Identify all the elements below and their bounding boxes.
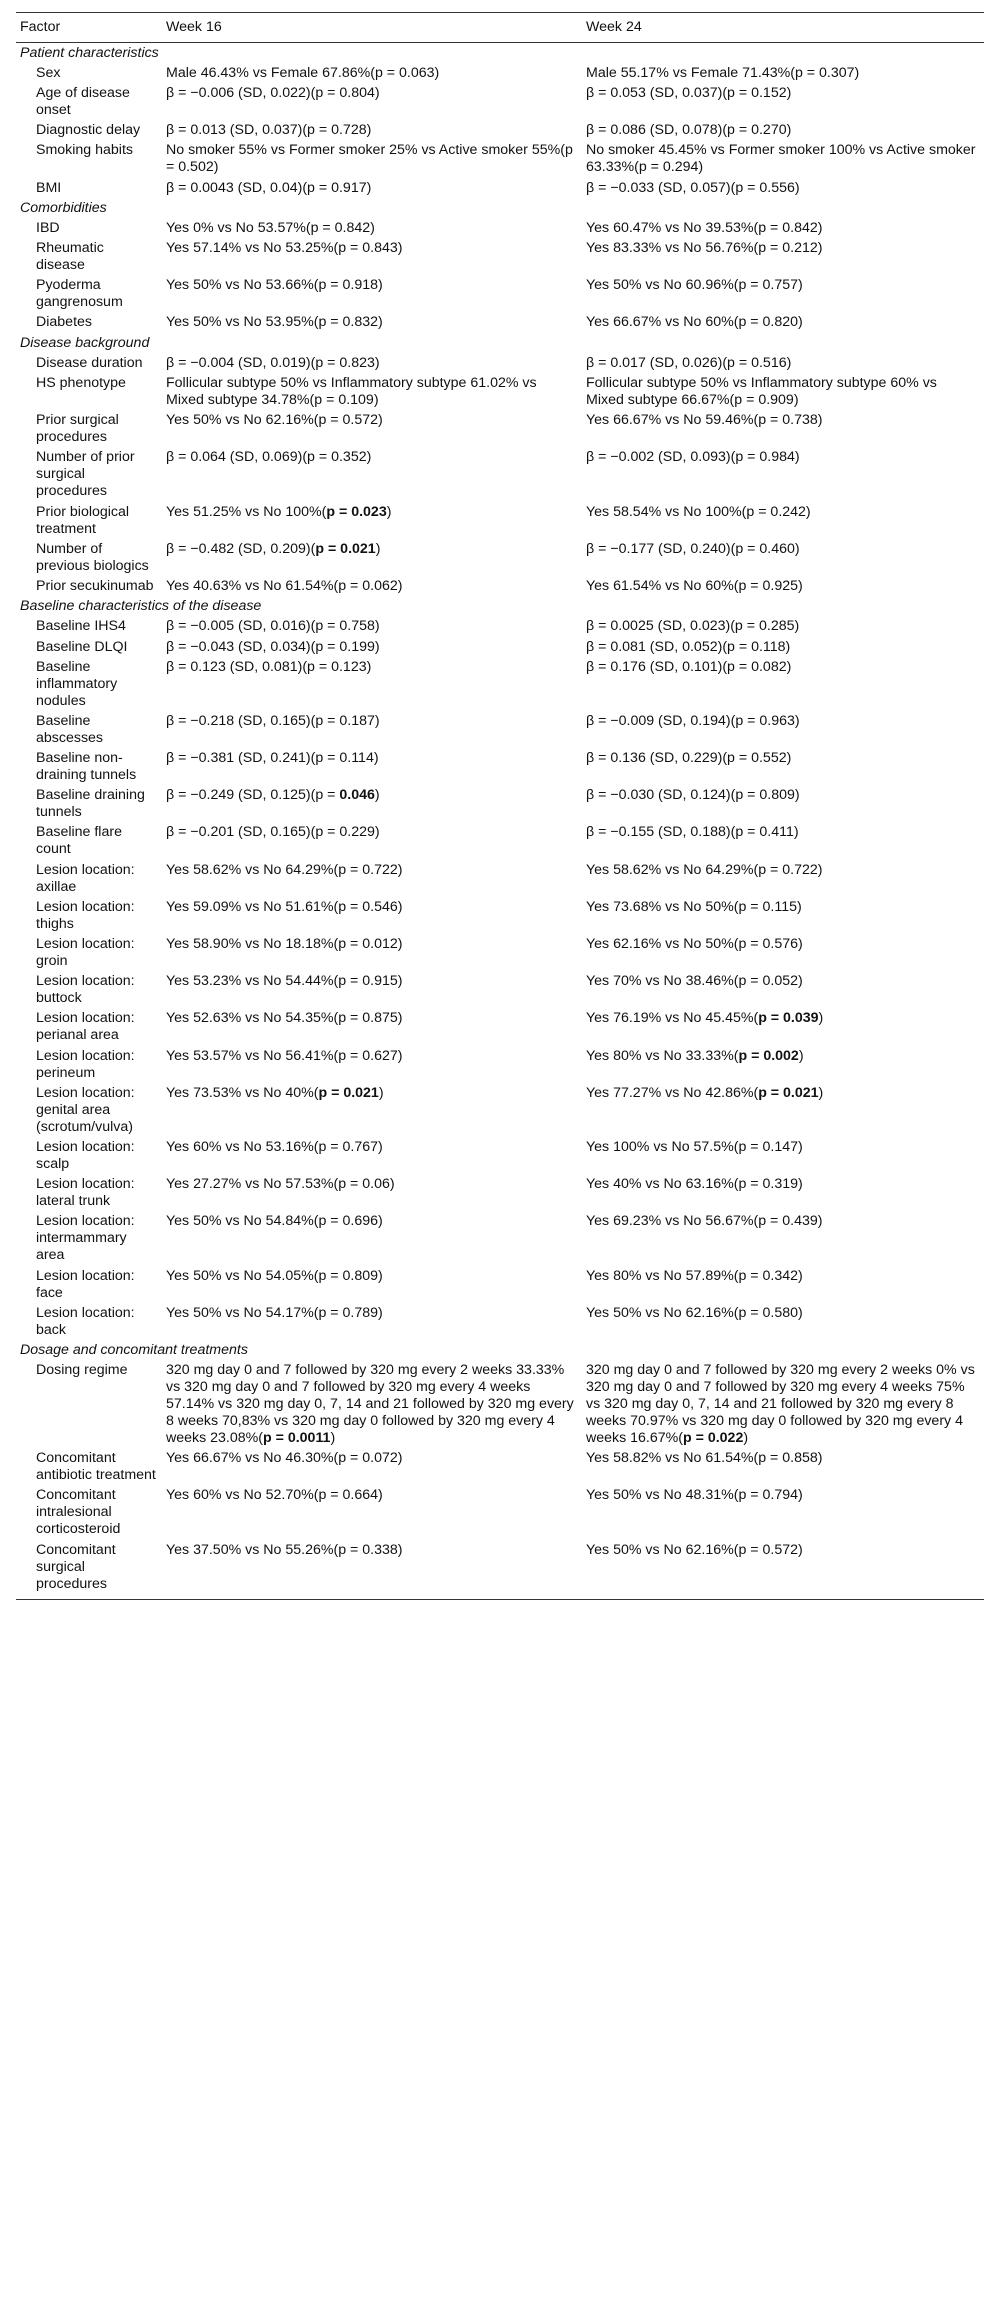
week24-cell: β = 0.017 (SD, 0.026)(p = 0.516) (586, 354, 792, 371)
section-title: Patient characteristics (20, 44, 159, 61)
week24-cell-close: ) (818, 1010, 824, 1027)
factor-cell: Lesion location: lateral trunk (36, 1176, 135, 1210)
table-row (16, 313, 984, 333)
week24-cell: β = 0.0025 (SD, 0.023)(p = 0.285) (586, 618, 800, 635)
table-row (16, 178, 984, 198)
section-row (16, 333, 984, 353)
week16-cell (162, 539, 582, 576)
week24-cell: Yes 50% vs No 48.31%(p = 0.794) (586, 1487, 803, 1504)
week24-cell-close: ) (798, 1047, 804, 1064)
table-row (16, 539, 984, 576)
table-row (16, 218, 984, 238)
week24-cell: β = −0.002 (SD, 0.093)(p = 0.984) (586, 449, 800, 466)
week16-cell: β = 0.123 (SD, 0.081)(p = 0.123) (166, 658, 372, 675)
table-row (16, 786, 984, 823)
table-row (16, 1361, 984, 1449)
week24-cell: Yes 40% vs No 63.16%(p = 0.319) (586, 1176, 803, 1193)
week16-cell-close: ) (386, 503, 392, 520)
factor-cell: Prior biological treatment (36, 503, 130, 537)
week16-cell (162, 1083, 582, 1137)
week16-cell-close: ) (378, 1084, 384, 1101)
week16-cell-text: β = −0.249 (SD, 0.125)(p = (166, 787, 340, 804)
table-row (16, 239, 984, 276)
week24-cell: Yes 80% vs No 57.89%(p = 0.342) (586, 1267, 803, 1284)
section-title: Disease background (20, 334, 150, 351)
week16-cell: No smoker 55% vs Former smoker 25% vs Active smoker 55%(p = 0.502) (166, 142, 573, 176)
table-row (16, 63, 984, 83)
factor-cell: Prior secukinumab (36, 577, 154, 594)
week24-cell: Yes 50% vs No 60.96%(p = 0.757) (586, 277, 803, 294)
factor-cell: Number of previous biologics (36, 540, 149, 574)
week24-cell: β = 0.176 (SD, 0.101)(p = 0.082) (586, 658, 792, 675)
week16-cell: β = 0.0043 (SD, 0.04)(p = 0.917) (166, 179, 372, 196)
week24-cell: β = −0.009 (SD, 0.194)(p = 0.963) (586, 712, 800, 729)
table-row (16, 1486, 984, 1540)
factor-cell: Baseline non-draining tunnels (36, 750, 137, 784)
week24-cell-significant-p: p = 0.039 (758, 1010, 819, 1027)
factor-cell: Lesion location: genital area (scrotum/vulva) (36, 1084, 135, 1135)
week16-cell-significant-p: p = 0.021 (315, 540, 376, 557)
week16-cell: Yes 53.23% vs No 54.44%(p = 0.915) (166, 973, 403, 990)
table-row (16, 121, 984, 141)
table-row (16, 373, 984, 410)
week16-cell-significant-p: 0.046 (339, 787, 375, 804)
section-row (16, 43, 984, 64)
factor-cell: Baseline abscesses (36, 712, 104, 746)
section-row (16, 597, 984, 617)
week16-cell: β = −0.005 (SD, 0.016)(p = 0.758) (166, 618, 380, 635)
factor-cell: Number of prior surgical procedures (36, 449, 135, 500)
week16-cell: Yes 57.14% vs No 53.25%(p = 0.843) (166, 240, 403, 257)
week24-cell-text: Yes 77.27% vs No 42.86%( (586, 1084, 759, 1101)
week16-cell: Yes 50% vs No 54.05%(p = 0.809) (166, 1267, 383, 1284)
factor-cell: Dosing regime (36, 1362, 128, 1379)
results-table-container (16, 12, 984, 1600)
factor-cell: Lesion location: perianal area (36, 1010, 135, 1044)
factor-cell: HS phenotype (36, 375, 126, 392)
week16-cell: β = −0.381 (SD, 0.241)(p = 0.114) (166, 750, 379, 767)
week24-cell: Yes 61.54% vs No 60%(p = 0.925) (586, 577, 803, 594)
week16-cell: Yes 53.57% vs No 56.41%(p = 0.627) (166, 1047, 403, 1064)
factor-cell: Lesion location: axillae (36, 861, 135, 895)
week16-cell-close: ) (330, 1430, 336, 1447)
table-row (16, 141, 984, 178)
week24-cell: β = −0.155 (SD, 0.188)(p = 0.411) (586, 824, 799, 841)
week16-cell-close: ) (374, 787, 380, 804)
factor-cell: Concomitant antibiotic treatment (36, 1450, 156, 1484)
factor-cell: Concomitant surgical procedures (36, 1541, 116, 1592)
week16-cell: Yes 58.90% vs No 18.18%(p = 0.012) (166, 936, 403, 953)
week16-cell-text: β = −0.482 (SD, 0.209)( (166, 540, 316, 557)
table-row (16, 637, 984, 657)
week16-cell: Yes 60% vs No 53.16%(p = 0.767) (166, 1138, 383, 1155)
week16-cell: β = −0.004 (SD, 0.019)(p = 0.823) (166, 354, 380, 371)
week24-cell: Yes 60.47% vs No 39.53%(p = 0.842) (586, 219, 823, 236)
table-row (16, 711, 984, 748)
factor-cell: Sex (36, 64, 61, 81)
factor-cell: Prior surgical procedures (36, 412, 119, 446)
week16-cell: Yes 50% vs No 54.17%(p = 0.789) (166, 1304, 383, 1321)
header-week16: Week 16 (162, 13, 582, 43)
week16-cell: β = −0.218 (SD, 0.165)(p = 0.187) (166, 712, 380, 729)
section-title: Dosage and concomitant treatments (20, 1341, 248, 1358)
factor-analysis-table (16, 12, 984, 1599)
week24-cell: Male 55.17% vs Female 71.43%(p = 0.307) (586, 64, 860, 81)
week24-cell: Yes 58.54% vs No 100%(p = 0.242) (586, 503, 811, 520)
table-row (16, 1175, 984, 1212)
week24-cell: Yes 83.33% vs No 56.76%(p = 0.212) (586, 240, 823, 257)
table-row (16, 276, 984, 313)
week16-cell: Yes 66.67% vs No 46.30%(p = 0.072) (166, 1450, 403, 1467)
week16-cell: β = −0.006 (SD, 0.022)(p = 0.804) (166, 84, 380, 101)
week24-cell: Yes 66.67% vs No 60%(p = 0.820) (586, 314, 803, 331)
factor-cell: Concomitant intralesional corticosteroid (36, 1487, 121, 1538)
table-row (16, 411, 984, 448)
week16-cell: Follicular subtype 50% vs Inflammatory subtype 61.02% vs Mixed subtype 34.78%(p = 0.109) (166, 375, 537, 409)
week24-cell: β = −0.177 (SD, 0.240)(p = 0.460) (586, 540, 800, 557)
week24-cell: β = −0.033 (SD, 0.057)(p = 0.556) (586, 179, 800, 196)
week24-cell (582, 1361, 984, 1449)
factor-cell: Baseline draining tunnels (36, 787, 145, 821)
factor-cell: Rheumatic disease (36, 240, 104, 274)
table-row (16, 934, 984, 971)
factor-cell: Lesion location: back (36, 1304, 135, 1338)
week16-cell: β = 0.064 (SD, 0.069)(p = 0.352) (166, 449, 372, 466)
week24-cell: β = 0.053 (SD, 0.037)(p = 0.152) (586, 84, 792, 101)
table-row (16, 657, 984, 711)
factor-cell: IBD (36, 219, 60, 236)
week24-cell: β = −0.030 (SD, 0.124)(p = 0.809) (586, 787, 800, 804)
table-row (16, 1083, 984, 1137)
factor-cell: Lesion location: buttock (36, 973, 135, 1007)
week16-cell: Yes 40.63% vs No 61.54%(p = 0.062) (166, 577, 403, 594)
week24-cell-significant-p: p = 0.022 (683, 1430, 744, 1447)
week24-cell: Yes 58.82% vs No 61.54%(p = 0.858) (586, 1450, 823, 1467)
table-header (16, 13, 984, 43)
week16-cell: Male 46.43% vs Female 67.86%(p = 0.063) (166, 64, 440, 81)
week24-cell-close: ) (743, 1430, 749, 1447)
factor-cell: Diabetes (36, 314, 92, 331)
week24-cell-close: ) (818, 1084, 824, 1101)
week16-cell-significant-p: p = 0.021 (318, 1084, 379, 1101)
section-title: Comorbidities (20, 199, 107, 216)
factor-cell: Baseline IHS4 (36, 618, 126, 635)
week16-cell: Yes 50% vs No 62.16%(p = 0.572) (166, 412, 383, 429)
header-factor: Factor (16, 13, 162, 43)
table-row (16, 860, 984, 897)
table-row (16, 353, 984, 373)
week24-cell: Yes 58.62% vs No 64.29%(p = 0.722) (586, 861, 823, 878)
week16-cell: Yes 59.09% vs No 51.61%(p = 0.546) (166, 898, 403, 915)
table-row (16, 1212, 984, 1266)
table-row (16, 448, 984, 502)
factor-cell: Pyoderma gangrenosum (36, 277, 123, 311)
week24-cell (582, 1009, 984, 1046)
week16-cell: Yes 58.62% vs No 64.29%(p = 0.722) (166, 861, 403, 878)
week16-cell: Yes 50% vs No 53.95%(p = 0.832) (166, 314, 383, 331)
section-row (16, 1340, 984, 1360)
week16-cell: Yes 60% vs No 52.70%(p = 0.664) (166, 1487, 383, 1504)
factor-cell: Lesion location: scalp (36, 1138, 135, 1172)
header-week24: Week 24 (582, 13, 984, 43)
week16-cell: Yes 52.63% vs No 54.35%(p = 0.875) (166, 1010, 403, 1027)
table-row (16, 1266, 984, 1303)
week24-cell-significant-p: p = 0.002 (738, 1047, 799, 1064)
week24-cell: Follicular subtype 50% vs Inflammatory subtype 60% vs Mixed subtype 66.67%(p = 0.909) (586, 375, 937, 409)
factor-cell: Baseline DLQI (36, 638, 128, 655)
week16-cell (162, 502, 582, 539)
week16-cell: Yes 50% vs No 54.84%(p = 0.696) (166, 1213, 383, 1230)
factor-cell: Disease duration (36, 354, 143, 371)
table-row (16, 502, 984, 539)
table-body (16, 43, 984, 1599)
table-row (16, 823, 984, 860)
factor-cell: Lesion location: perineum (36, 1047, 135, 1081)
week16-cell-text: Yes 51.25% vs No 100%( (166, 503, 327, 520)
section-row (16, 198, 984, 218)
week24-cell: Yes 50% vs No 62.16%(p = 0.572) (586, 1541, 803, 1558)
table-row (16, 1009, 984, 1046)
factor-cell: Baseline inflammatory nodules (36, 658, 118, 709)
table-row (16, 576, 984, 596)
week24-cell-text: Yes 80% vs No 33.33%( (586, 1047, 739, 1064)
week24-cell: Yes 66.67% vs No 59.46%(p = 0.738) (586, 412, 823, 429)
week24-cell-text: 320 mg day 0 and 7 followed by 320 mg every 2 weeks 0% vs 320 mg day 0 and 7 followed by 320 mg every 4 weeks 75% vs 320 mg day 0, 7, 14 and 21 followed by 320 mg every 8 weeks 70.97% vs 320 mg day 0 followed by 320 mg every 4 weeks 16.67%( (586, 1362, 975, 1447)
factor-cell: Lesion location: intermammary area (36, 1213, 135, 1264)
week24-cell: Yes 70% vs No 38.46%(p = 0.052) (586, 973, 803, 990)
table-row (16, 83, 984, 120)
table-row (16, 1303, 984, 1340)
week16-cell: Yes 50% vs No 53.66%(p = 0.918) (166, 277, 383, 294)
section-title: Baseline characteristics of the disease (20, 598, 262, 615)
factor-cell: Lesion location: face (36, 1267, 135, 1301)
table-row (16, 617, 984, 637)
week16-cell-significant-p: p = 0.023 (326, 503, 387, 520)
factor-cell: Diagnostic delay (36, 122, 141, 139)
header-row (16, 13, 984, 43)
factor-cell: Age of disease onset (36, 84, 130, 118)
factor-cell: Lesion location: thighs (36, 898, 135, 932)
week24-cell: Yes 73.68% vs No 50%(p = 0.115) (586, 898, 802, 915)
table-row (16, 897, 984, 934)
week24-cell: β = 0.081 (SD, 0.052)(p = 0.118) (586, 638, 791, 655)
week16-cell-text: 320 mg day 0 and 7 followed by 320 mg every 2 weeks 33.33% vs 320 mg day 0 and 7 followed by 320 mg every 4 weeks 57.14% vs 320 mg day 0, 7, 14 and 21 followed by 320 mg every 8 weeks 70,83% vs 320 mg day 0 followed by 320 mg every 4 weeks 23.08%( (166, 1362, 574, 1447)
week24-cell: No smoker 45.45% vs Former smoker 100% vs Active smoker 63.33%(p = 0.294) (586, 142, 976, 176)
factor-cell: Smoking habits (36, 142, 133, 159)
week24-cell: Yes 50% vs No 62.16%(p = 0.580) (586, 1304, 803, 1321)
week24-cell: Yes 100% vs No 57.5%(p = 0.147) (586, 1138, 803, 1155)
week16-cell-close: ) (375, 540, 381, 557)
week24-cell: β = 0.136 (SD, 0.229)(p = 0.552) (586, 750, 792, 767)
factor-cell: Lesion location: groin (36, 936, 135, 970)
table-frame (16, 12, 984, 1600)
table-row (16, 1046, 984, 1083)
week24-cell-significant-p: p = 0.021 (758, 1084, 819, 1101)
week16-cell: β = 0.013 (SD, 0.037)(p = 0.728) (166, 122, 372, 139)
week16-cell: β = −0.201 (SD, 0.165)(p = 0.229) (166, 824, 380, 841)
week24-cell: β = 0.086 (SD, 0.078)(p = 0.270) (586, 122, 792, 139)
factor-cell: BMI (36, 179, 62, 196)
week24-cell (582, 1083, 984, 1137)
table-row (16, 1540, 984, 1599)
week24-cell (582, 1046, 984, 1083)
week16-cell (162, 786, 582, 823)
week24-cell: Yes 69.23% vs No 56.67%(p = 0.439) (586, 1213, 823, 1230)
table-row (16, 972, 984, 1009)
week16-cell: Yes 37.50% vs No 55.26%(p = 0.338) (166, 1541, 403, 1558)
table-row (16, 1137, 984, 1174)
week16-cell-significant-p: p = 0.0011 (263, 1430, 331, 1447)
table-row (16, 749, 984, 786)
week16-cell-text: Yes 73.53% vs No 40%( (166, 1084, 319, 1101)
week16-cell: Yes 0% vs No 53.57%(p = 0.842) (166, 219, 375, 236)
table-row (16, 1449, 984, 1486)
week16-cell: Yes 27.27% vs No 57.53%(p = 0.06) (166, 1176, 395, 1193)
week16-cell: β = −0.043 (SD, 0.034)(p = 0.199) (166, 638, 380, 655)
factor-cell: Baseline flare count (36, 824, 122, 858)
week24-cell-text: Yes 76.19% vs No 45.45%( (586, 1010, 759, 1027)
week24-cell: Yes 62.16% vs No 50%(p = 0.576) (586, 936, 803, 953)
week16-cell (162, 1361, 582, 1449)
